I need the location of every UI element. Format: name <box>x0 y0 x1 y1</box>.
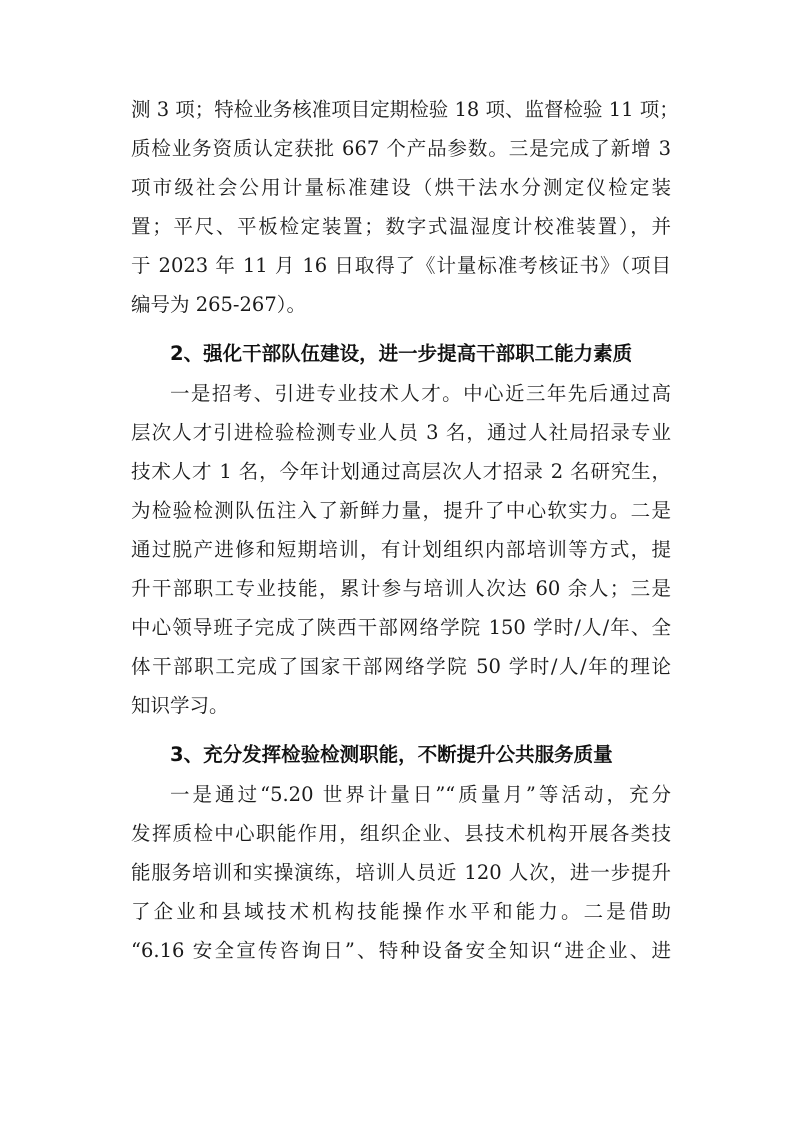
paragraph-line: 一是招考、引进专业技术人才。中心近三年先后通过高 <box>170 382 671 405</box>
paragraph-line: 一是通过“5.20 世界计量日”“质量月”等活动，充分 <box>170 783 671 806</box>
paragraph-line: 置；平尺、平板检定装置；数字式温湿度计校准装置），并 <box>131 215 671 238</box>
paragraph-line: 技术人才 1 名，今年计划通过高层次人才招录 2 名研究生， <box>131 460 671 483</box>
paragraph-line: 了企业和县域技术机构技能操作水平和能力。二是借助 <box>131 900 671 923</box>
paragraph-line: 质检业务资质认定获批 667 个产品参数。三是完成了新增 3 <box>131 137 671 160</box>
paragraph-line: 通过脱产进修和短期培训，有计划组织内部培训等方式，提 <box>131 538 671 561</box>
paragraph-line: 知识学习。 <box>131 694 229 717</box>
paragraph-line: 能服务培训和实操演练，培训人员近 120 人次，进一步提升 <box>131 861 671 884</box>
paragraph-line: 测 3 项；特检业务核准项目定期检验 18 项、监督检验 11 项； <box>131 98 679 121</box>
section-heading-2: 2、强化干部队伍建设，进一步提高干部职工能力素质 <box>170 342 633 365</box>
paragraph-line: “6.16 安全宣传咨询日”、特种设备安全知识“进企业、进 <box>131 939 671 962</box>
paragraph-line: 层次人才引进检验检测专业人员 3 名，通过人社局招录专业 <box>131 421 671 444</box>
paragraph-line: 升干部职工专业技能，累计参与培训人次达 60 余人；三是 <box>131 577 671 600</box>
section-heading-3: 3、充分发挥检验检测职能，不断提升公共服务质量 <box>170 743 613 766</box>
paragraph-line: 项市级社会公用计量标准建设（烘干法水分测定仪检定装 <box>131 176 671 199</box>
paragraph-line: 为检验检测队伍注入了新鲜力量，提升了中心软实力。二是 <box>131 499 671 522</box>
paragraph-line: 于 2023 年 11 月 16 日取得了《计量标准考核证书》（项目 <box>131 254 671 277</box>
paragraph-line: 发挥质检中心职能作用，组织企业、县技术机构开展各类技 <box>131 822 671 845</box>
paragraph-line: 编号为 265-267）。 <box>131 293 306 316</box>
paragraph-line: 体干部职工完成了国家干部网络学院 50 学时/人/年的理论 <box>131 655 671 678</box>
paragraph-line: 中心领导班子完成了陕西干部网络学院 150 学时/人/年、全 <box>131 616 671 639</box>
